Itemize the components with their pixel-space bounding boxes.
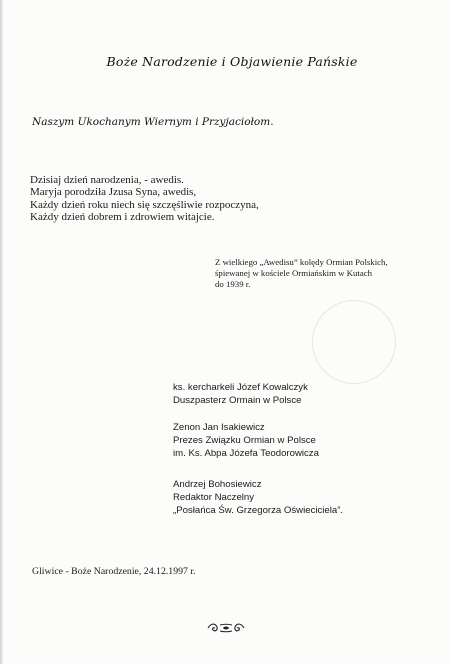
source-note-line: Z wielkiego „Awedisu” kolędy Ormian Polskich,	[215, 257, 388, 267]
verse-line: Maryja porodziła Jzusa Syna, awedis,	[30, 186, 197, 199]
verse-line: Dzisiaj dzień narodzenia, - awedis.	[30, 174, 184, 186]
document-title: Boże Narodzenie i Objawienie Pańskie	[106, 54, 358, 69]
signatory-role: Redaktor Naczelny	[173, 492, 255, 504]
signatory-role: Duszpasterz Ormain w Polsce	[173, 395, 302, 407]
source-note-line: śpiewanej w kościele Ormiańskim w Kutach	[215, 268, 373, 279]
source-note	[215, 257, 388, 291]
signatory-name: Zenon Jan Isakiewicz	[173, 422, 265, 433]
signatory-name: ks. kercharkeli Józef Kowalczyk	[173, 382, 308, 393]
signatory-isakiewicz	[173, 421, 319, 461]
signatory-role: im. Ks. Abpa Józefa Teodorowicza	[173, 448, 319, 460]
signatory-role: Prezes Związku Ormian w Polsce	[173, 435, 316, 447]
signatory-role: „Posłańca Św. Grzegorza Oświeciciela”.	[173, 505, 344, 517]
faint-seal-bleedthrough	[312, 300, 396, 384]
flourish-ornament-icon	[206, 621, 246, 635]
signatory-bohosiewicz	[173, 478, 343, 518]
signatory-name: Andrzej Bohosiewicz	[173, 479, 262, 490]
salutation: Naszym Ukochanym Wiernym i Przyjaciołom.	[32, 116, 274, 128]
page-edge-shadow	[0, 0, 3, 664]
verse-line: Każdy dzień roku niech się szczęśliwie rozpoczyna,	[30, 198, 259, 211]
verse-line: Każdy dzień dobrem i zdrowiem witajcie.	[30, 211, 215, 224]
source-note-line: do 1939 r.	[215, 279, 251, 290]
carol-verse	[30, 174, 259, 224]
signatory-kowalczyk	[173, 381, 308, 407]
place-and-date: Gliwice - Boże Narodzenie, 24.12.1997 r.	[32, 566, 196, 577]
